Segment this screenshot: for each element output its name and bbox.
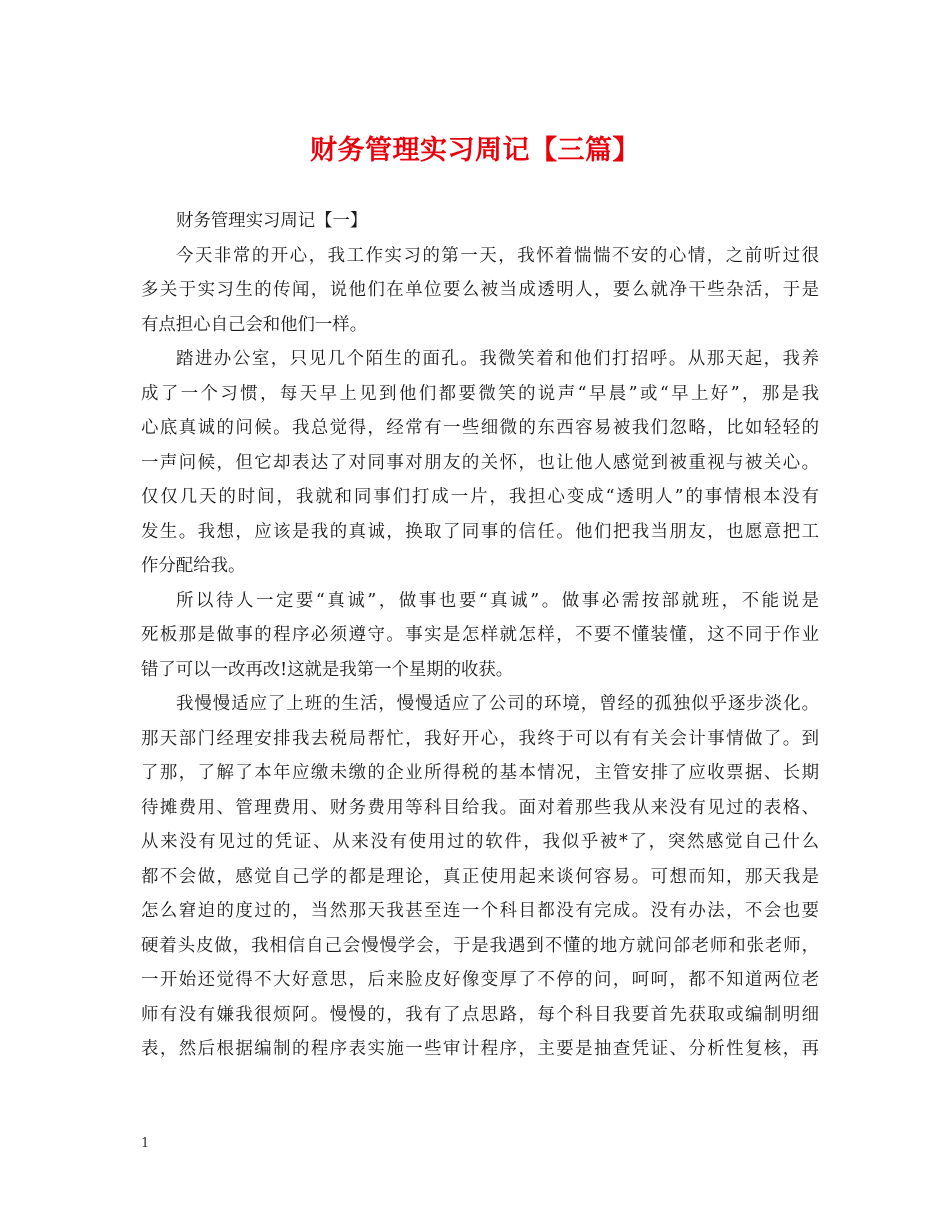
body-text-line: 怎么窘迫的度过的，当然那天我甚至连一个科目都没有完成。没有办法，不会也要	[141, 901, 819, 921]
body-text-line: 作分配给我。	[141, 556, 246, 576]
body-text-line: 了那，了解了本年应缴未缴的企业所得税的基本情况，主管安排了应收票据、长期	[141, 763, 819, 783]
body-text-line: 有点担心自己会和他们一样。	[141, 314, 368, 335]
document-body	[141, 204, 819, 1067]
body-text-line: 硬着头皮做，我相信自己会慢慢学会，于是我遇到不懂的地方就问郃老师和张老师，	[141, 935, 819, 956]
body-text-line: 所以待人一定要“真诚”，做事也要“真诚”。做事必需按部就班，不能说是	[176, 590, 819, 611]
body-text-line: 那天部门经理安排我去税局帮忙，我好开心，我终于可以有有关会计事情做了。到	[141, 728, 819, 749]
body-text-line: 多关于实习生的传闻，说他们在单位要么被当成透明人，要么就净干些杂活，于是	[141, 280, 819, 300]
body-text-line: 一声问候，但它却表达了对同事对朋友的关怀，也让他人感觉到被重视与被关心。	[141, 452, 819, 473]
body-text-line: 表，然后根据编制的程序表实施一些审计程序，主要是抽查凭证、分析性复核，再	[141, 1039, 819, 1059]
body-text-line: 待摊费用、管理费用、财务费用等科目给我。面对着那些我从来没有见过的表格、	[141, 797, 819, 818]
body-text-line: 财务管理实习周记【一】	[176, 211, 368, 231]
body-text-line: 从来没有见过的凭证、从来没有使用过的软件，我似乎被*了，突然感觉自己什么	[141, 832, 819, 852]
body-text-line: 师有没有嫌我很烦阿。慢慢的，我有了点思路，每个科目我要首先获取或编制明细	[141, 1004, 819, 1025]
body-text-line: 今天非常的开心，我工作实习的第一天，我怀着惴惴不安的心情，之前听过很	[176, 245, 819, 266]
document-title: 财务管理实习周记【三篇】	[310, 135, 640, 166]
body-text-line: 成了一个习惯，每天早上见到他们都要微笑的说声“早晨”或“早上好”，那是我	[141, 383, 819, 404]
body-text-line: 发生。我想，应该是我的真诚，换取了同事的信任。他们把我当朋友，也愿意把工	[141, 521, 819, 542]
body-text-line: 一开始还觉得不大好意思，后来脸皮好像变厚了不停的问，呵呵，都不知道两位老	[141, 970, 819, 990]
body-text-line: 都不会做，感觉自己学的都是理论，真正使用起来谈何容易。可想而知，那天我是	[141, 866, 819, 887]
body-text-line: 错了可以一改再改!这就是我第一个星期的收获。	[141, 659, 514, 680]
body-text-line: 心底真诚的问候。我总觉得，经常有一些细微的东西容易被我们忽略，比如轻轻的	[141, 418, 819, 438]
body-text-line: 踏进办公室，只见几个陌生的面孔。我微笑着和他们打招呼。从那天起，我养	[176, 349, 819, 369]
body-text-line: 我慢慢适应了上班的生活，慢慢适应了公司的环境，曾经的孤独似乎逐步淡化。	[176, 694, 819, 714]
body-text-line: 仅仅几天的时间，我就和同事们打成一片，我担心变成“透明人”的事情根本没有	[141, 487, 819, 507]
page-number: 1	[141, 1136, 150, 1151]
body-text-line: 死板那是做事的程序必须遵守。事实是怎样就怎样，不要不懂装懂，这不同于作业	[141, 625, 819, 645]
